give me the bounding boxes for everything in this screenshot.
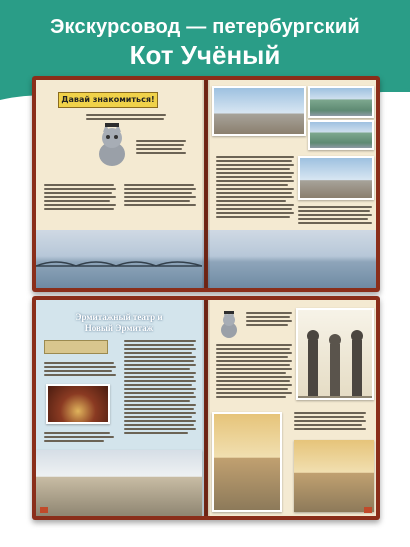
text-line xyxy=(216,344,292,346)
text-line xyxy=(216,176,292,178)
text-line xyxy=(294,424,362,426)
text-line xyxy=(124,188,196,190)
text-line xyxy=(124,348,196,350)
text-line xyxy=(44,204,116,206)
text-line xyxy=(44,208,114,210)
text-line xyxy=(246,312,292,314)
bridge-silhouette xyxy=(36,258,202,268)
text-line xyxy=(216,352,292,354)
text-line xyxy=(44,200,110,202)
text-line xyxy=(44,440,104,442)
text-line xyxy=(216,160,292,162)
text-line xyxy=(124,404,196,406)
title-line-1: Экскурсовод — петербургский xyxy=(50,16,360,38)
photo-atlantes-statues xyxy=(296,308,374,400)
text-line xyxy=(44,436,114,438)
text-line xyxy=(44,196,116,198)
book-gutter xyxy=(202,80,210,288)
text-line xyxy=(136,144,184,146)
text-line xyxy=(216,384,292,386)
text-line xyxy=(44,188,116,190)
photo-theater-interior xyxy=(46,384,110,424)
text-line xyxy=(124,368,190,370)
text-line xyxy=(124,192,192,194)
text-line xyxy=(216,216,290,218)
text-line xyxy=(216,380,290,382)
text-line xyxy=(216,396,286,398)
text-line xyxy=(298,210,370,212)
text-line xyxy=(124,356,196,358)
text-line xyxy=(44,366,116,368)
text-line xyxy=(124,364,196,366)
text-line xyxy=(136,152,186,154)
text-line xyxy=(124,424,194,426)
cat-illustration-small xyxy=(214,310,244,340)
text-line xyxy=(124,344,194,346)
photo-new-hermitage xyxy=(294,440,374,512)
photo-palace-square xyxy=(212,86,306,136)
text-line xyxy=(216,204,294,206)
text-line xyxy=(86,118,164,120)
text-line xyxy=(216,372,286,374)
atlantes-silhouette xyxy=(298,310,374,400)
text-line xyxy=(294,412,366,414)
text-line xyxy=(124,392,194,394)
text-line xyxy=(246,320,292,322)
text-line xyxy=(124,384,192,386)
text-line xyxy=(124,428,196,430)
page-number-marker xyxy=(364,507,372,513)
text-line xyxy=(216,392,292,394)
text-line xyxy=(216,200,286,202)
text-line xyxy=(216,212,294,214)
text-line xyxy=(44,374,116,376)
text-line xyxy=(124,376,194,378)
text-line xyxy=(124,400,190,402)
text-line xyxy=(298,214,372,216)
text-line xyxy=(294,428,366,430)
text-line xyxy=(298,218,368,220)
text-line xyxy=(216,156,294,158)
photo-winter-palace xyxy=(308,86,374,118)
photo-winter-canal xyxy=(212,412,282,512)
photo-hermitage-theater-exterior xyxy=(36,450,202,516)
text-line xyxy=(124,380,196,382)
text-line xyxy=(294,416,364,418)
text-line xyxy=(86,114,166,116)
book-spread-1 xyxy=(32,76,380,292)
text-line xyxy=(124,412,196,414)
text-line xyxy=(216,360,292,362)
text-line xyxy=(136,148,182,150)
text-line xyxy=(124,396,196,398)
text-line xyxy=(44,192,112,194)
text-line xyxy=(216,192,292,194)
spread2-right-page xyxy=(208,300,376,516)
spread1-right-page xyxy=(208,80,376,288)
text-line xyxy=(216,356,288,358)
text-line xyxy=(124,432,188,434)
text-line xyxy=(124,184,194,186)
text-line xyxy=(216,172,294,174)
book-spread-2 xyxy=(32,296,380,520)
text-line xyxy=(124,196,196,198)
spread2-heading: Эрмитажный театр и Новый Эрмитаж xyxy=(75,312,163,333)
text-line xyxy=(298,222,372,224)
text-line xyxy=(298,206,372,208)
text-line xyxy=(124,200,190,202)
text-line xyxy=(294,420,366,422)
text-line xyxy=(124,420,196,422)
text-line xyxy=(124,416,192,418)
text-line xyxy=(136,140,186,142)
cat-illustration xyxy=(88,122,136,170)
spread1-left-page xyxy=(36,80,204,288)
text-line xyxy=(216,184,288,186)
text-line xyxy=(216,368,292,370)
text-line xyxy=(216,168,290,170)
text-line xyxy=(216,388,288,390)
text-line xyxy=(44,362,114,364)
text-line xyxy=(216,196,294,198)
text-line xyxy=(44,370,112,372)
text-line xyxy=(124,408,194,410)
address-tag xyxy=(44,340,108,354)
text-line xyxy=(246,316,290,318)
text-line xyxy=(124,360,194,362)
photo-neva-embankment xyxy=(298,156,374,200)
text-line xyxy=(124,204,196,206)
text-line xyxy=(124,372,196,374)
book-gutter xyxy=(202,300,210,516)
text-line xyxy=(216,180,294,182)
title-line-2: Кот Учёный xyxy=(129,40,281,70)
spread1-banner: Давай знакомиться! xyxy=(58,92,158,108)
text-line xyxy=(246,324,288,326)
page-number-marker xyxy=(40,507,48,513)
text-line xyxy=(124,388,196,390)
text-line xyxy=(124,352,192,354)
spread2-left-page xyxy=(36,300,204,516)
text-line xyxy=(216,164,294,166)
text-line xyxy=(216,364,290,366)
text-line xyxy=(44,184,114,186)
photo-hermitage xyxy=(308,120,374,150)
text-line xyxy=(216,208,292,210)
text-line xyxy=(216,188,294,190)
neva-panorama-right xyxy=(208,230,376,288)
text-line xyxy=(44,432,110,434)
text-line xyxy=(216,376,292,378)
text-line xyxy=(124,340,196,342)
text-line xyxy=(216,348,290,350)
